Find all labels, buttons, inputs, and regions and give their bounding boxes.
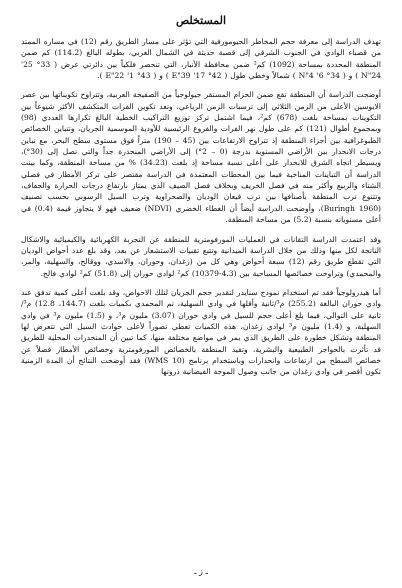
- page-number: ـ ز ـ: [194, 567, 208, 576]
- abstract-paragraph-1: تهدف الدراسة إلى معرفة حجم المخاطر الجيومورفية التي تؤثر على مسار الطريق رقم (12) في مساره الممتد من قصباء الوادي في الجنوب الشرقي إلى قصبة حديثة في الشمال الغربي، بطوله البالغ (114.2) كم ضمن المنطقة المحددة بمساحة (1092) كم² ضمن محافظة الأنبار، التي تنحصر فلكياً بين دائرتي عرض ( 33° 25' 24"N ) و ( 34° 6' 4"N ) شمالاً وخطي طول ( 42° 17' 39"E ) و ( 43° 1' 22"E ).: [21, 37, 382, 81]
- page-title: المستخلص: [175, 14, 227, 27]
- abstract-paragraph-3: وقد اعتمدت الدراسة التقانات في العمليات المورفومترية للمنطقة عن التجربة الكهربائية والكيميائية والاشكال الناتجة لكل منها وذلك من خلال الدراسة الميدانية وتتبع تقنيات الاستشعار عن بعد، وقد بلغ عدد أحواض الوديان التي تقطع طريق رقم (12) سبعة أحواض وهي كل من (زغدان، وحوران، والاسدي، ووقالح، والسهلية، والمر، والمحمدي) وتراوحت خصائصها المساحية بين (4.3-10379) كم² لوادي حوران إلى (51.8) كم² لوادي فالح.: [21, 234, 381, 278]
- abstract-paragraph-2: أوضحت الدراسة أن المنطقة تقع ضمن الحزام المستقر جيولوجياً من الصفيحة العربية، وتتراوح تكويناتها بين عصر الايوسين الأعلى من الزمن الثلاثي إلى ترسبات الزمن الرباعي، وتعد تكوين الفرات المتكشف الأكثر شيوعاً بين التكوينات بمساحة بلغت (678) كم²، فيما اشتمل تركز توزيع التراكيب الخطية البالغ تكرارها العددي (98) وبمجموع أطوال (121) كم على طول نهر الفرات والفروع الرئيسية للأودية الموسمية الجريان، وتتباين الخصائص الطبوغرافية بين أجزاء المنطقة إذ تتراوح الارتفاعات بين (45 – 190) متراً فوق مستوى سطح البحر، مع تباين درجات الانحدار بين الأراضي المستوية بدرجة (0 – 2°) إلى الأراضي المنحدرة جداً والتي تصل إلى (30°)، ويسيطر اتجاه الشرق للانحدار على أعلى نسبة مساحة إذ بلغت (34.23) % من مساحة المنطقة، وكما بينت الدراسة أن التباينات المناخية فيما بين المحطات المعتمدة في الدراسة مقتصر على تركز الأمطار في فصلي الشتاء والربيع وأكثر منه في فصل الخريف وبخلاف فصل الصيف الذي يمتاز بارتفاع درجات الحرارة والجفاف، وتتنوع ترب المنطقة بأصنافها بين ترب قيعان الوديان والصحراوية وترب السيل الرسوبي بحسب تصنيف (Buringh 1960)، وأوضحت الدراسة أيضاً أن الغطاء الخضري (NDVI) ضعيف فهو لا يتجاوز قيمة (0.4) في أعلى مستوياته بنسبة (5.2) من مساحة المنطقة.: [21, 90, 382, 225]
- abstract-paragraph-4: أما هيدرولوجياً فقد تم استخدام نموذج سنايدر لتقدير حجم الجريان لتلك الاحواض، وقد بلغت أعلى كمية تدفق عند وادي حوران البالغة (255.2) م³/ثانية وأقلها في وادي السهلية، تم المحمدي بكميات بلغت (144.7، 12.8) م³/ثانية على التوالي، فيما بلغ أعلى حجم للسيل في وادي حوران (3.07) مليون م³، و (1.5) مليون م³ في وادي السهلية، و (1.4) مليون م³ لوادي زغدان، هذه الكميات تعطي تصوراً لأعلى حوادث السيل التي تتعرض لها المنطقة وتشكل خطورة على الطريق الذي يمر في مواضع مختلفة منها، كما تبين أن المنحدرات المحلية للطريق قد تأثرت بالحواجز الطبيعية والبشرية، وتقيد المنطقة بالخصائص المورفومترية وخصائص الأمطار فضلاً عن خصائص السطح من ارتفاعات وانحدارات وباستخدام برنامج (WMS 10) فقد أوضحت النتائج أن المدة الزمنية تكون أقصر في وادي زغدان من جانب وصول الموجة الفيضانية ذروتها: [21, 287, 382, 377]
